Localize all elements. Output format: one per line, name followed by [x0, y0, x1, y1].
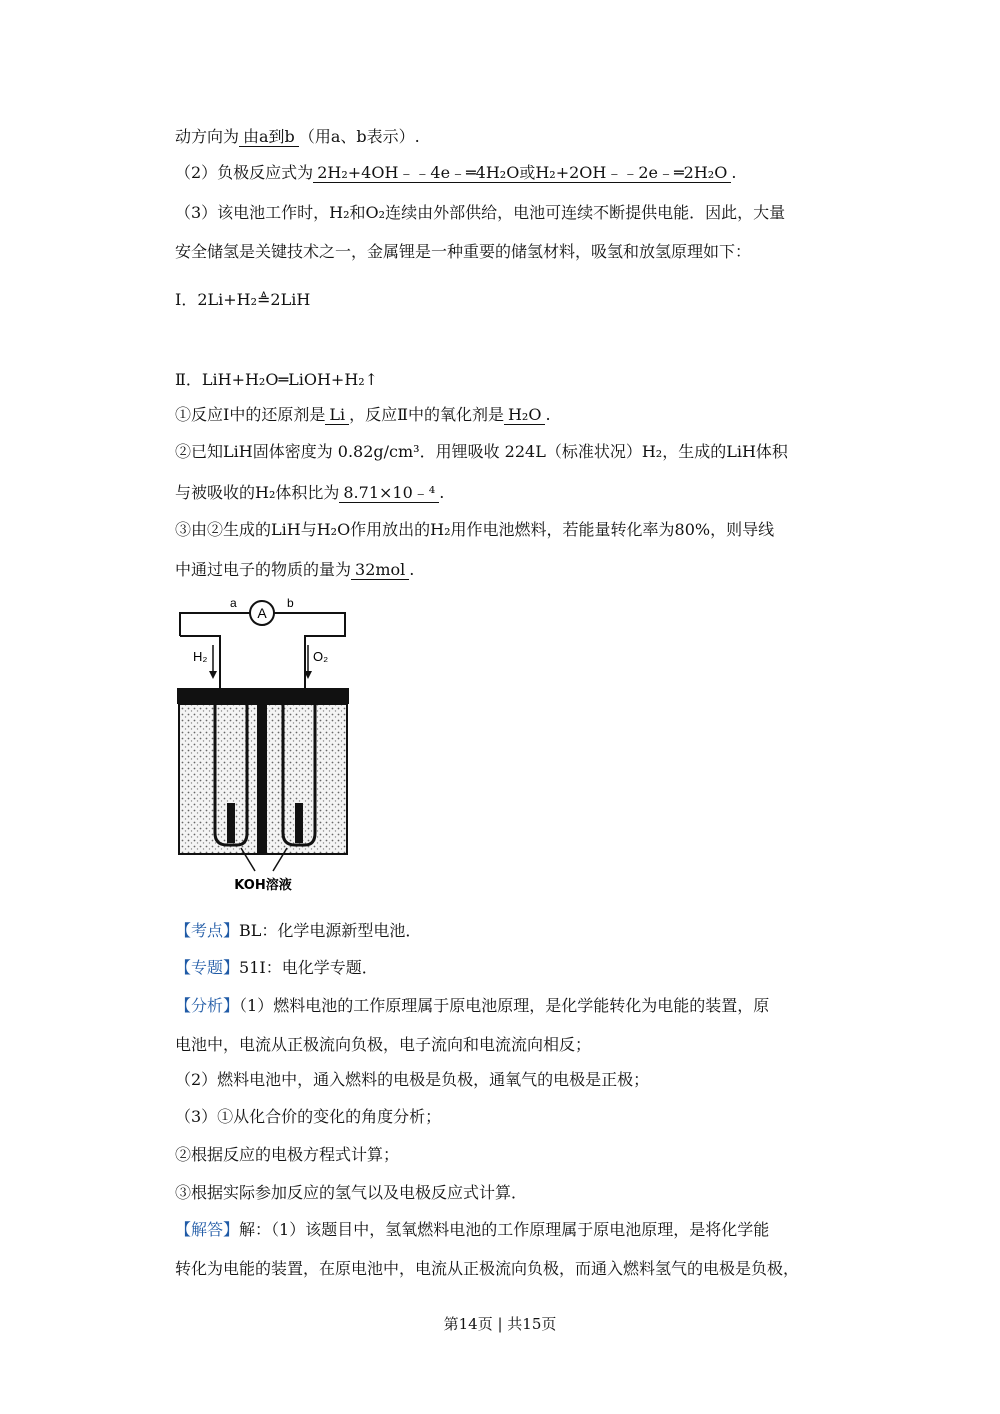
text: （2）负极反应式为	[175, 163, 314, 182]
section-tag: 【考点】	[175, 921, 240, 940]
page-footer: 第14页 | 共15页	[443, 1315, 557, 1333]
text: .	[545, 405, 551, 424]
kaodian-line	[175, 921, 421, 941]
text-line: ②根据反应的电极方程式计算；	[175, 1145, 400, 1164]
text-line	[175, 127, 420, 147]
answer-blank: Li	[325, 405, 349, 425]
text-line	[175, 483, 444, 503]
fuel-cell-svg	[175, 593, 355, 893]
text: 解：（1）该题目中，氢氧燃料电池的工作原理属于原电池原理，是将化学能	[239, 1220, 770, 1239]
text-line: ②已知LiH固体密度为 0.82g/cm³．用锂吸收 224L（标准状况）H₂，生成的LiH体积	[175, 442, 788, 461]
o2-label: O₂	[313, 649, 329, 664]
text: .	[439, 483, 445, 502]
fuel-cell-diagram	[175, 593, 355, 897]
text: 与被吸收的H₂体积比为	[175, 483, 340, 502]
text-line	[175, 560, 414, 580]
text-line	[175, 163, 736, 183]
answer-blank: H₂O	[504, 405, 545, 425]
reaction-2: Ⅱ．LiH+H₂O═LiOH+H₂↑	[175, 370, 379, 389]
zhuanti-line	[175, 958, 378, 978]
text-line: 电池中，电流从正极流向负极，电子流向和电流流向相反；	[175, 1035, 592, 1054]
text: 中通过电子的物质的量为	[175, 560, 352, 579]
text: 动方向为	[175, 127, 240, 146]
text-line: 转化为电能的装置，在原电池中，电流从正极流向负极，而通入燃料氢气的电极是负极，	[175, 1259, 800, 1278]
text-line: （2）燃料电池中，通入燃料的电极是负极，通氧气的电极是正极；	[175, 1070, 650, 1089]
text: BL：化学电源新型电池．	[239, 921, 422, 940]
text-line: （3）①从化合价的变化的角度分析；	[175, 1107, 442, 1126]
h2-label: H₂	[193, 649, 208, 664]
electrode-core	[227, 803, 235, 843]
fenxi-line	[175, 996, 769, 1016]
jieda-line	[175, 1220, 769, 1240]
text: ①反应Ⅰ中的还原剂是	[175, 405, 326, 424]
text-line: ③由②生成的LiH与H₂O作用放出的H₂用作电池燃料，若能量转化率为80%，则导线	[175, 520, 775, 539]
text-line: （3）该电池工作时，H₂和O₂连续由外部供给，电池可连续不断提供电能．因此，大量	[175, 203, 786, 222]
text: 51I：电化学专题．	[239, 958, 378, 977]
text: .	[409, 560, 415, 579]
koh-label: KOH溶液	[234, 878, 292, 893]
section-tag: 【专题】	[175, 958, 240, 977]
text: ，反应Ⅱ中的氧化剂是	[349, 405, 504, 424]
ammeter-label: A	[257, 605, 267, 621]
text: （用a、b表示）.	[298, 127, 420, 146]
text-line	[175, 405, 551, 425]
section-tag: 【解答】	[175, 1220, 240, 1239]
answer-blank: 8.71×10﹣⁴	[339, 483, 439, 503]
separator	[257, 688, 267, 854]
text: （1）燃料电池的工作原理属于原电池原理，是化学能转化为电能的装置，原	[239, 996, 770, 1015]
text-line: ③根据实际参加反应的氢气以及电极反应式计算．	[175, 1183, 528, 1202]
text: .	[731, 163, 737, 182]
section-tag: 【分析】	[175, 996, 240, 1015]
reaction-1: Ⅰ．2Li+H₂≜2LiH	[175, 290, 311, 309]
electrode-core	[295, 803, 303, 843]
answer-blank: 由a到b	[239, 127, 299, 147]
label-a: a	[230, 596, 237, 610]
h2-arrow-head	[209, 671, 217, 679]
answer-blank: 2H₂+4OH﹣﹣4e﹣═4H₂O或H₂+2OH﹣﹣2e﹣═2H₂O	[313, 163, 731, 183]
label-b: b	[287, 596, 294, 610]
answer-blank: 32mol	[351, 560, 409, 580]
text-line: 安全储氢是关键技术之一，金属锂是一种重要的储氢材料，吸氢和放氢原理如下：	[175, 242, 752, 261]
